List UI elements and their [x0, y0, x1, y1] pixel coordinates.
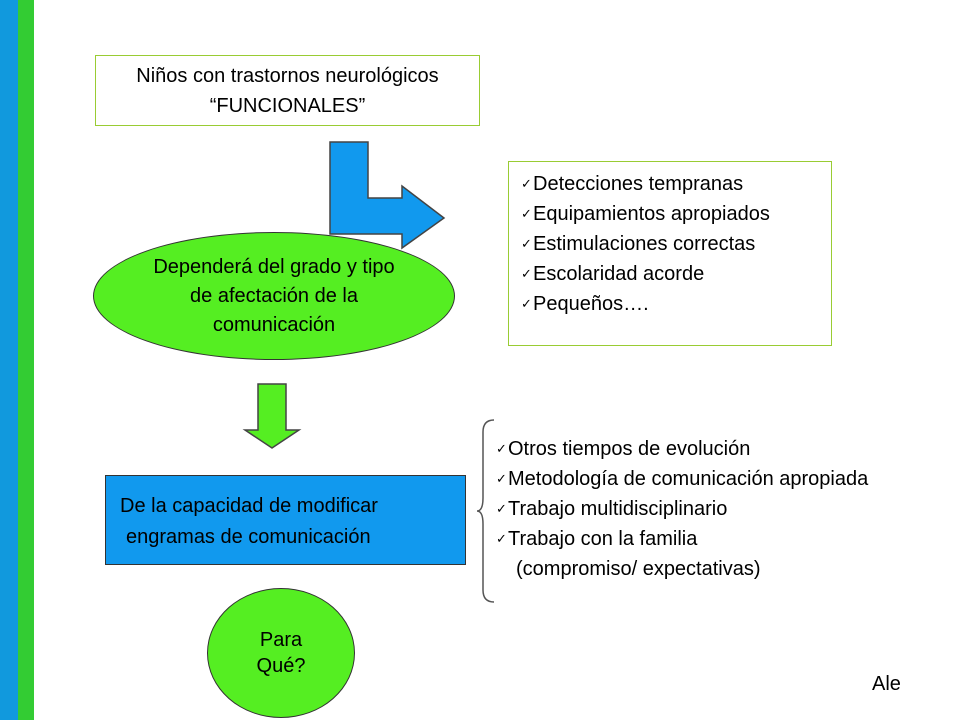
author-label: Ale: [872, 673, 901, 695]
bent-arrow-right-icon: [328, 140, 448, 250]
check-icon: ✓: [521, 296, 532, 311]
early-actions-box: [508, 161, 832, 346]
list-item: ✓Pequeños….: [521, 289, 831, 319]
left-green-bar: [18, 0, 34, 720]
title-line-2: “FUNCIONALES”: [209, 95, 366, 117]
list-item: ✓Equipamientos apropiados: [521, 199, 831, 229]
outcomes-list: [496, 434, 868, 584]
check-icon: ✓: [521, 206, 532, 221]
list-item: ✓Estimulaciones correctas: [521, 229, 831, 259]
check-icon: ✓: [496, 531, 507, 546]
title-box: [95, 55, 480, 126]
purpose-line-2: Qué?: [256, 655, 306, 677]
left-blue-bar: [0, 0, 18, 720]
purpose-ellipse: [207, 588, 355, 718]
list-item: ✓Detecciones tempranas: [521, 169, 831, 199]
ellipse-line-1: Dependerá del grado y tipo: [153, 255, 395, 278]
title-line-1: Niños con trastornos neurológicos: [136, 65, 439, 87]
ellipse-line-3: comunicación: [212, 313, 336, 336]
check-icon: ✓: [496, 501, 507, 516]
list-item: ✓Trabajo con la familia: [496, 524, 868, 554]
capacity-line-2: engramas de comunicación: [126, 526, 371, 548]
capacity-line-1: De la capacidad de modificar: [120, 495, 378, 517]
purpose-line-1: Para: [259, 629, 303, 651]
list-item: ✓Metodología de comunicación apropiada: [496, 464, 868, 494]
left-curly-brace-icon: [478, 418, 498, 604]
list-item: ✓Trabajo multidisciplinario: [496, 494, 868, 524]
check-icon: ✓: [496, 441, 507, 456]
capacity-box: [105, 475, 466, 565]
check-icon: ✓: [496, 471, 507, 486]
arrow-down-icon: [243, 382, 301, 450]
check-icon: ✓: [521, 236, 532, 251]
dependency-ellipse: [93, 232, 455, 360]
list-continuation: (compromiso/ expectativas): [516, 558, 761, 580]
list-item: ✓Escolaridad acorde: [521, 259, 831, 289]
list-item: ✓Otros tiempos de evolución: [496, 434, 868, 464]
check-icon: ✓: [521, 266, 532, 281]
check-icon: ✓: [521, 176, 532, 191]
ellipse-line-2: de afectación de la: [190, 284, 358, 307]
